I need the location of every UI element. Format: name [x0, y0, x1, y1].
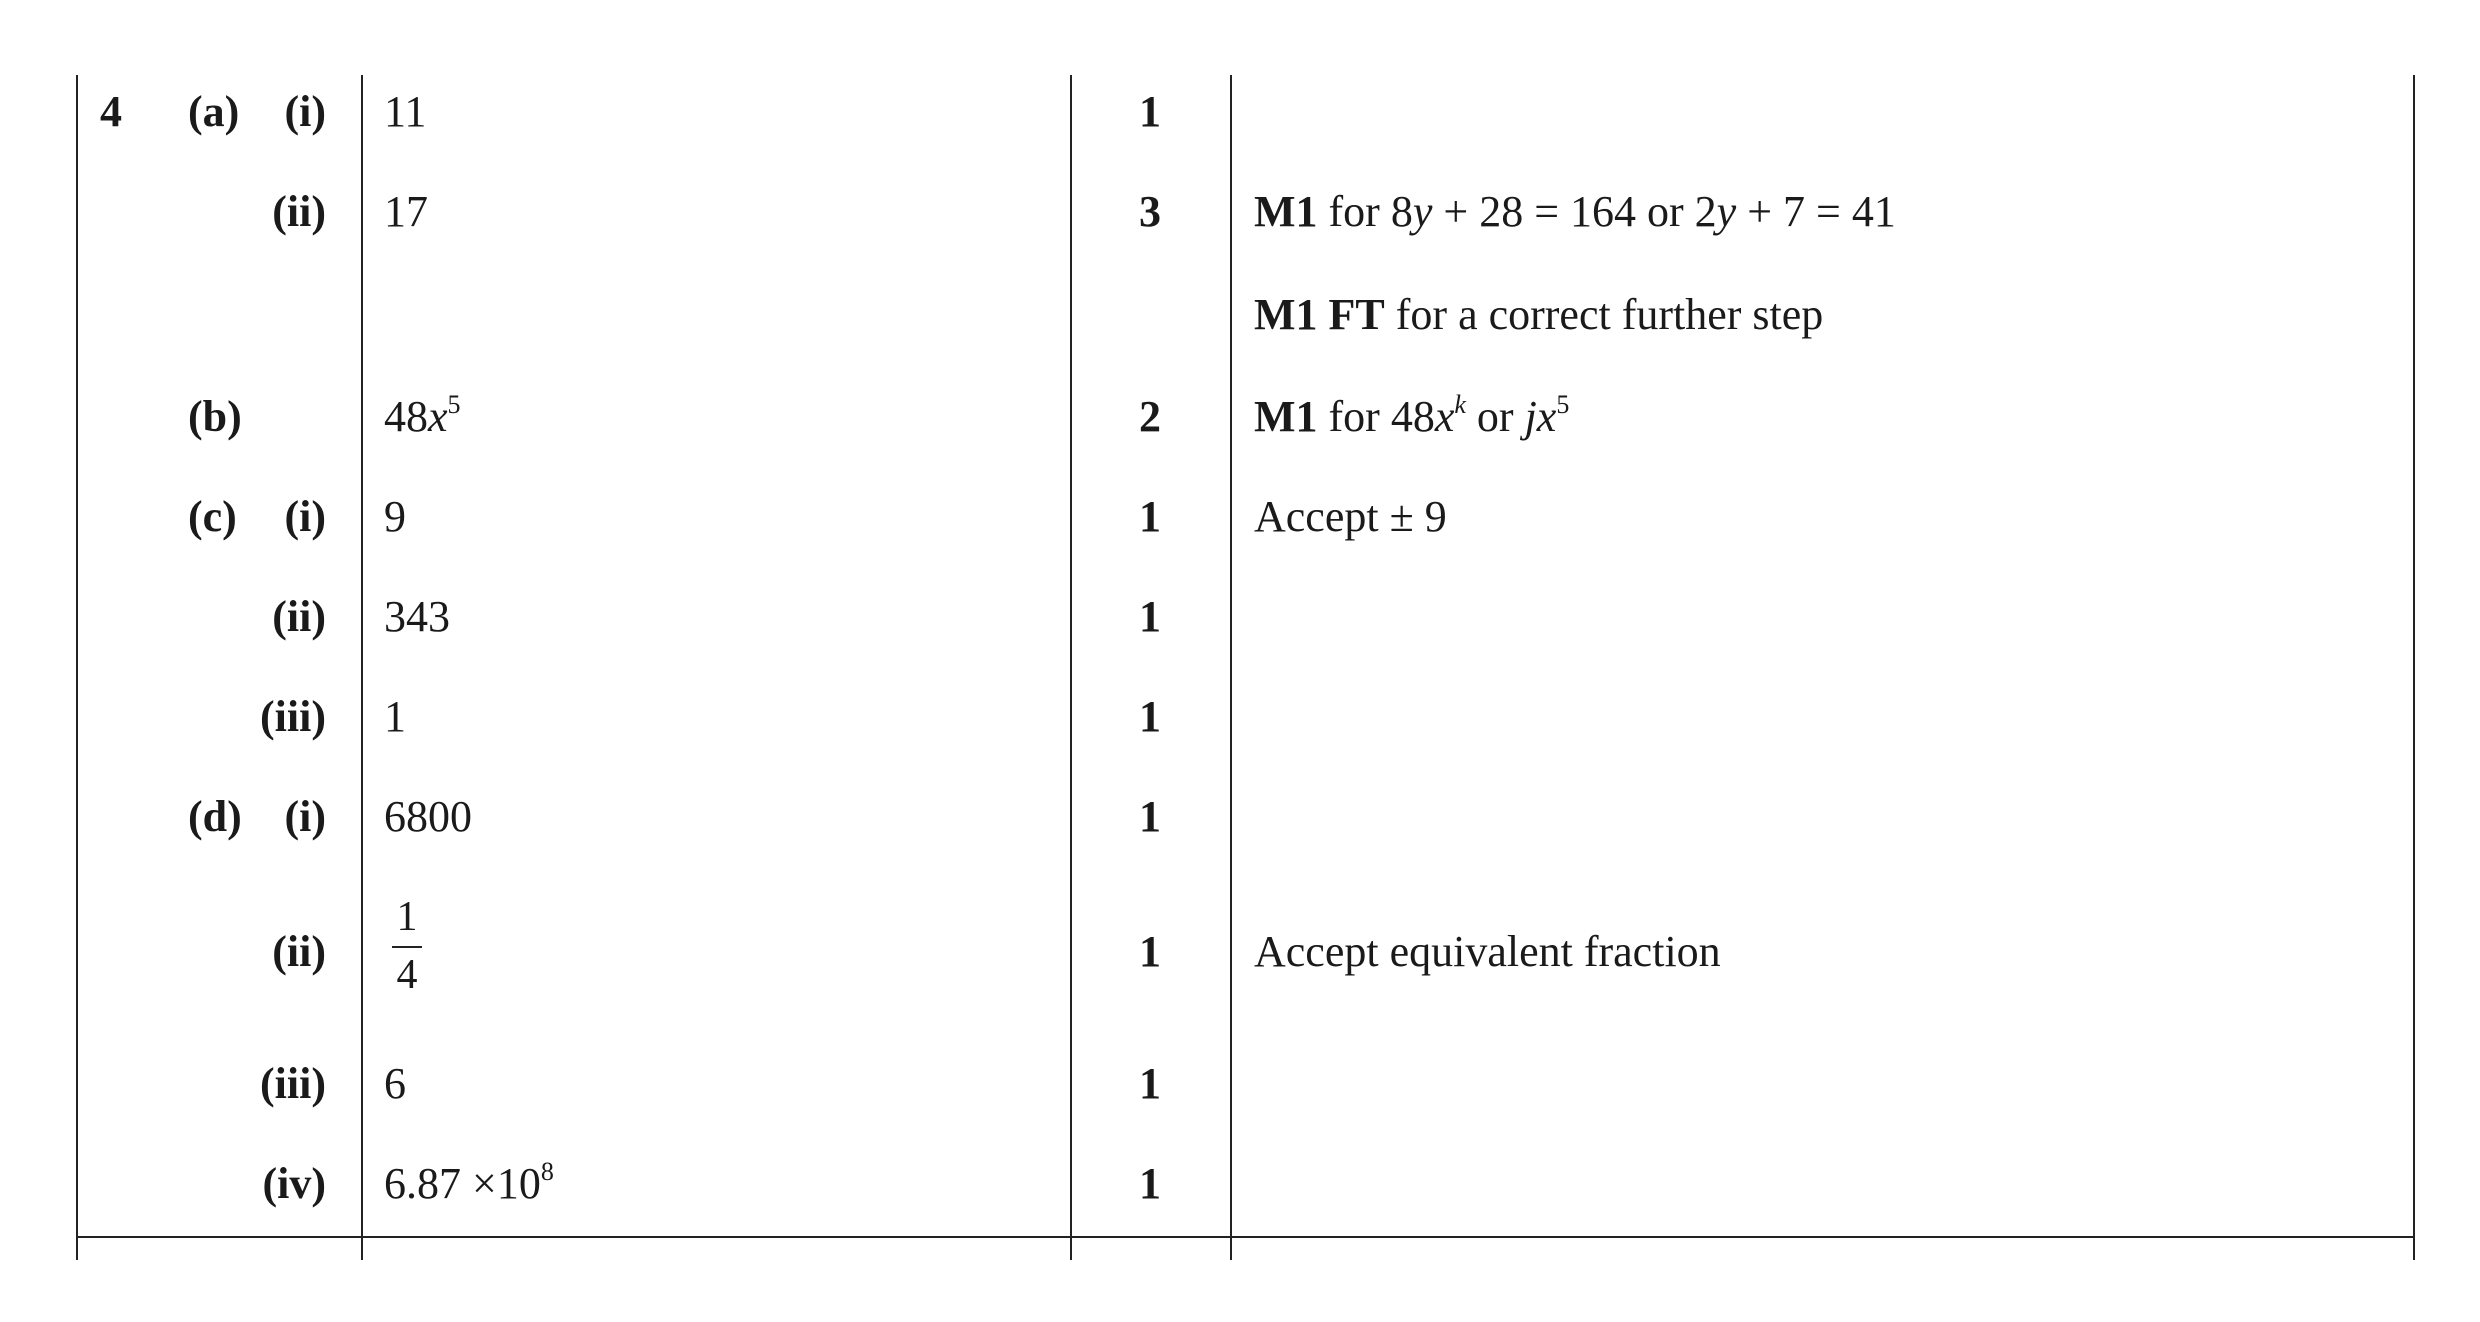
mark: 1	[1139, 792, 1161, 841]
subpart-label: (i)	[284, 87, 326, 136]
note-text: + 28 = 164 or 2	[1432, 187, 1717, 236]
subpart-label: (iii)	[260, 692, 326, 741]
subpart-label: (i)	[284, 492, 326, 541]
note-var-jx: jx	[1524, 392, 1557, 441]
table-bottom-rule	[78, 1236, 2415, 1238]
table-divider-notes	[1230, 75, 1232, 1260]
note-text: for 8	[1317, 187, 1413, 236]
table-left-border	[76, 75, 78, 1260]
mark: 1	[1139, 692, 1161, 741]
fraction-numerator: 1	[396, 894, 418, 940]
note-method-mark: M1	[1254, 187, 1318, 236]
note-var-y: y	[1716, 187, 1737, 236]
answer-d-i: 6800	[384, 792, 472, 841]
table-divider-mark	[1070, 75, 1072, 1260]
note-text: for a correct further step	[1384, 290, 1824, 339]
part-label-c: (c)	[188, 492, 237, 541]
part-label-d: (d)	[188, 792, 242, 841]
answer-a-i: 11	[384, 87, 427, 136]
answer-c-ii: 343	[384, 592, 450, 641]
answer-b-base: 48	[384, 392, 428, 441]
answer-b	[384, 390, 461, 441]
subpart-label: (ii)	[272, 187, 326, 236]
note-a-ii	[1254, 187, 1896, 236]
answer-d-iv-exp: 8	[540, 1157, 554, 1187]
mark: 1	[1139, 927, 1161, 976]
answer-c-i: 9	[384, 492, 406, 541]
question-number: 4	[100, 87, 122, 136]
answer-b-var: x	[428, 392, 448, 441]
mark: 2	[1139, 392, 1161, 441]
note-d-ii: Accept equivalent fraction	[1254, 927, 1721, 976]
subpart-label: (i)	[284, 792, 326, 841]
part-label-b: (b)	[188, 392, 242, 441]
note-further-step	[1254, 290, 1824, 339]
fraction-denominator: 4	[396, 952, 418, 998]
table-right-border	[2413, 75, 2415, 1260]
answer-d-iv	[384, 1157, 554, 1208]
note-method-mark: M1 FT	[1254, 290, 1385, 339]
answer-c-iii: 1	[384, 692, 406, 741]
answer-d-ii-fraction	[392, 896, 422, 996]
mark: 1	[1139, 1059, 1161, 1108]
answer-b-exp: 5	[447, 390, 461, 420]
part-label-a: (a)	[188, 87, 240, 136]
answer-d-iii: 6	[384, 1059, 406, 1108]
answer-d-iv-base: 6.87 ×10	[384, 1159, 541, 1208]
mark: 1	[1139, 592, 1161, 641]
note-text: + 7 = 41	[1736, 187, 1896, 236]
note-exp-k: k	[1454, 390, 1466, 420]
note-var-x: x	[1434, 392, 1455, 441]
note-var-y: y	[1412, 187, 1433, 236]
note-text: for 48	[1317, 392, 1435, 441]
note-method-mark: M1	[1254, 392, 1318, 441]
mark: 3	[1139, 187, 1161, 236]
subpart-label: (ii)	[272, 927, 326, 976]
subpart-label: (ii)	[272, 592, 326, 641]
note-c-i: Accept ± 9	[1254, 492, 1447, 541]
answer-a-ii: 17	[384, 187, 428, 236]
subpart-label: (iv)	[262, 1159, 326, 1208]
mark: 1	[1139, 1159, 1161, 1208]
table-divider-answer	[361, 75, 363, 1260]
note-text: or	[1465, 392, 1525, 441]
note-exp-5: 5	[1556, 390, 1570, 420]
note-b	[1254, 390, 1570, 441]
mark: 1	[1139, 492, 1161, 541]
subpart-label: (iii)	[260, 1059, 326, 1108]
fraction-bar	[392, 946, 422, 948]
mark: 1	[1139, 87, 1161, 136]
